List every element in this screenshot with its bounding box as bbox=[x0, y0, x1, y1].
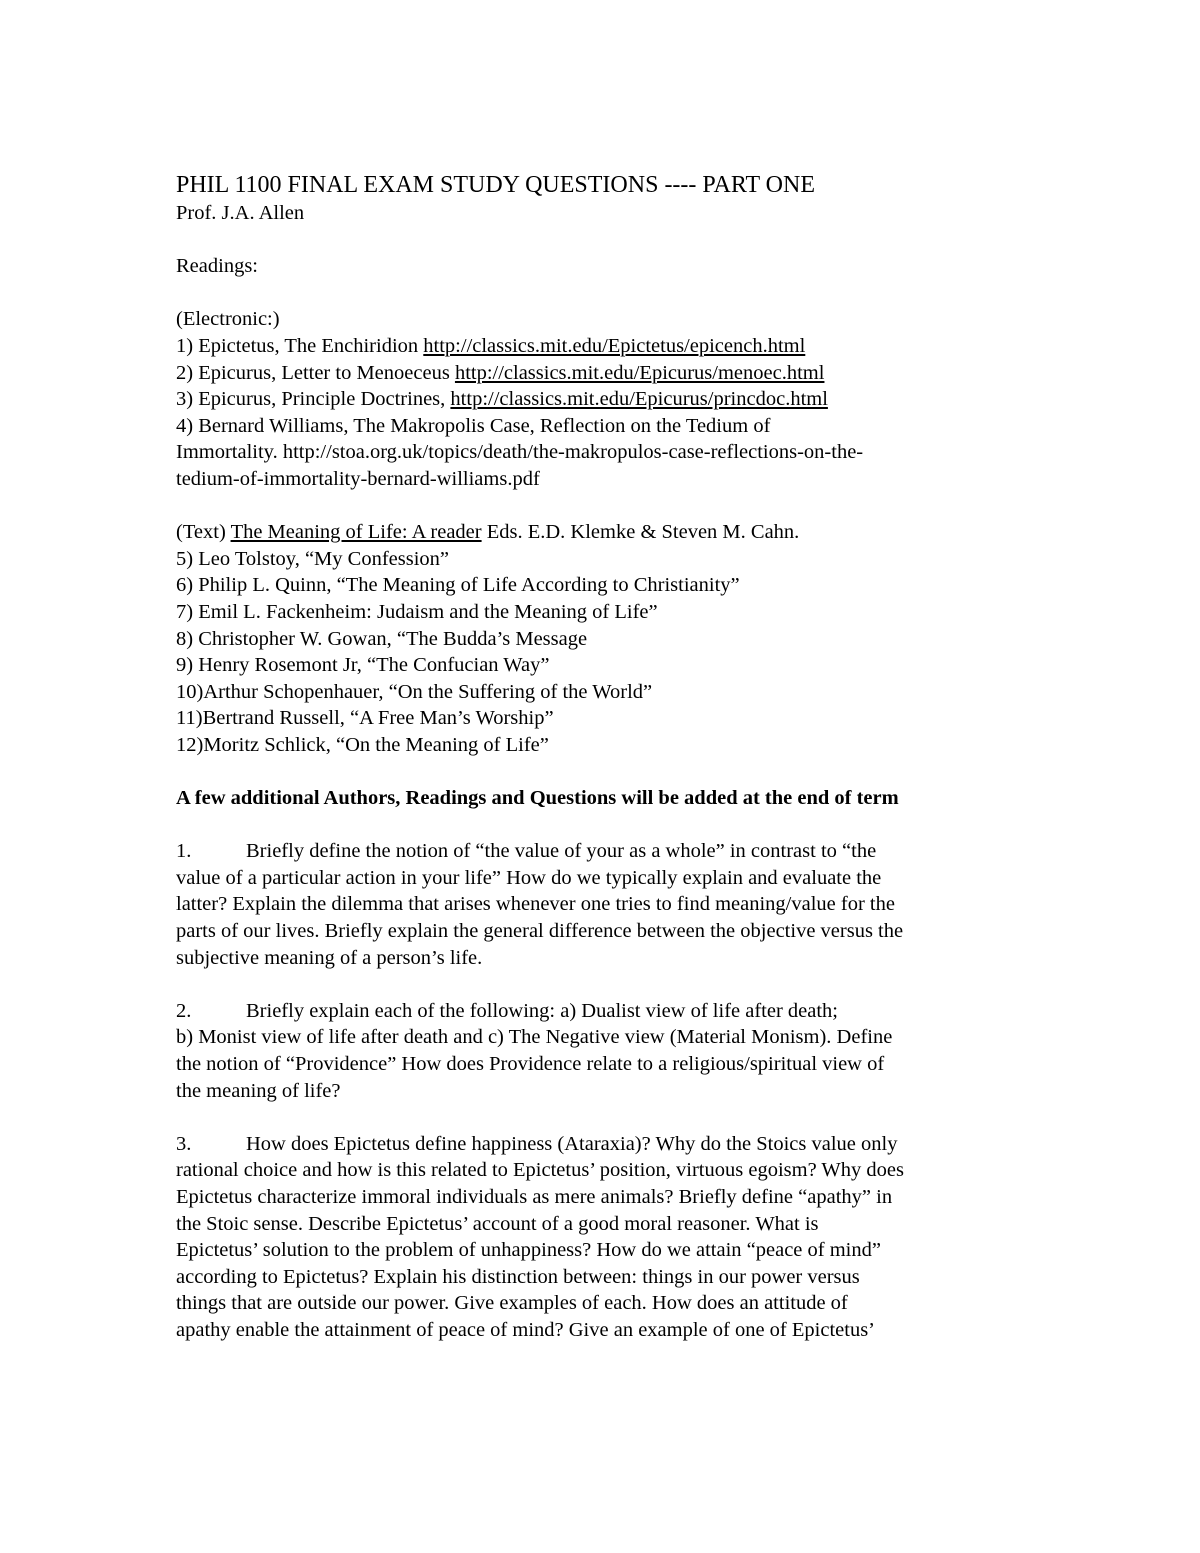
text-reading-item: 11)Bertrand Russell, “A Free Man’s Worship” bbox=[176, 707, 554, 730]
readings-heading: Readings: bbox=[176, 255, 258, 278]
reading-text: Epictetus, The Enchiridion bbox=[198, 334, 424, 357]
question-1 bbox=[176, 838, 1036, 971]
reading-item-1 bbox=[176, 333, 1036, 360]
text-reading-item: 10)Arthur Schopenhauer, “On the Suffering of the World” bbox=[176, 680, 653, 703]
question-line: latter? Explain the dilemma that arises whenever one tries to find meaning/value for the bbox=[176, 893, 895, 916]
reading-num: 2) bbox=[176, 361, 194, 384]
reading-link[interactable]: http://classics.mit.edu/Epicurus/menoec.html bbox=[454, 361, 825, 384]
reading-item-4-line-3: tedium-of-immortality-bernard-williams.pdf bbox=[176, 467, 540, 490]
reading-text: Epicurus, Principle Doctrines, bbox=[198, 388, 451, 411]
question-line: Briefly explain each of the following: a) Dualist view of life after death; bbox=[246, 999, 839, 1022]
text-title: The Meaning of Life: A reader bbox=[230, 521, 482, 544]
reading-item-4-line-2: Immortality. http://stoa.org.uk/topics/death/the-makropulos-case-reflections-on-the- bbox=[176, 441, 864, 464]
additional-readings-note: A few additional Authors, Readings and Questions will be added at the end of term bbox=[176, 787, 899, 810]
author-line: Prof. J.A. Allen bbox=[176, 202, 305, 224]
question-line: the Stoic sense. Describe Epictetus’ account of a good moral reasoner. What is bbox=[176, 1212, 819, 1235]
text-reading-item: 7) Emil L. Fackenheim: Judaism and the Meaning of Life” bbox=[176, 600, 658, 623]
question-line: apathy enable the attainment of peace of mind? Give an example of one of Epictetus’ bbox=[176, 1318, 875, 1341]
reading-item-3 bbox=[176, 386, 1036, 413]
question-2 bbox=[176, 998, 1036, 1104]
question-line: according to Epictetus? Explain his distinction between: things in our power versus bbox=[176, 1265, 860, 1288]
text-reading-item: 8) Christopher W. Gowan, “The Budda’s Message bbox=[176, 627, 588, 650]
question-line: rational choice and how is this related to Epictetus’ position, virtuous egoism? Why does bbox=[176, 1159, 904, 1182]
question-line: subjective meaning of a person’s life. bbox=[176, 946, 483, 969]
reading-item-4-line-1: 4) Bernard Williams, The Makropolis Case, Reflection on the Tedium of bbox=[176, 414, 771, 437]
question-line: value of a particular action in your life” How do we typically explain and evaluate the bbox=[176, 866, 882, 889]
question-number: 1. bbox=[176, 840, 192, 863]
question-line: Epictetus characterize immoral individuals as mere animals? Briefly define “apathy” in bbox=[176, 1185, 893, 1208]
question-line: b) Monist view of life after death and c) The Negative view (Material Monism). Define bbox=[176, 1026, 893, 1049]
reading-num: 3) bbox=[176, 388, 194, 411]
document-title: PHIL 1100 FINAL EXAM STUDY QUESTIONS ---- PART ONE bbox=[176, 172, 815, 198]
reading-item-2 bbox=[176, 360, 1036, 387]
question-number: 3. bbox=[176, 1132, 192, 1155]
question-line: things that are outside our power. Give examples of each. How does an attitude of bbox=[176, 1292, 848, 1315]
text-label: (Text) bbox=[176, 521, 226, 544]
text-reading-item: 5) Leo Tolstoy, “My Confession” bbox=[176, 547, 450, 570]
text-reading-header bbox=[176, 519, 1036, 546]
text-eds: Eds. E.D. Klemke & Steven M. Cahn. bbox=[486, 521, 800, 544]
question-line: the meaning of life? bbox=[176, 1079, 341, 1102]
text-reading-item: 6) Philip L. Quinn, “The Meaning of Life According to Christianity” bbox=[176, 574, 740, 597]
question-3 bbox=[176, 1131, 1036, 1344]
text-reading-item: 9) Henry Rosemont Jr, “The Confucian Way” bbox=[176, 654, 550, 677]
reading-text: Epicurus, Letter to Menoeceus bbox=[198, 361, 455, 384]
question-number: 2. bbox=[176, 999, 192, 1022]
question-line: Epictetus’ solution to the problem of unhappiness? How do we attain “peace of mind” bbox=[176, 1239, 881, 1262]
question-line: parts of our lives. Briefly explain the general difference between the objective versus the bbox=[176, 920, 904, 943]
document-content bbox=[176, 170, 1036, 1344]
reading-link[interactable]: http://classics.mit.edu/Epicurus/princdoc.html bbox=[450, 388, 828, 411]
electronic-label: (Electronic:) bbox=[176, 308, 280, 331]
question-line: Briefly define the notion of “the value of your as a whole” in contrast to “the bbox=[246, 840, 877, 863]
question-line: the notion of “Providence” How does Providence relate to a religious/spiritual view of bbox=[176, 1053, 885, 1075]
question-line: How does Epictetus define happiness (Ataraxia)? Why do the Stoics value only bbox=[246, 1132, 898, 1155]
reading-num: 1) bbox=[176, 334, 194, 357]
reading-link[interactable]: http://classics.mit.edu/Epictetus/epicench.html bbox=[423, 334, 806, 357]
text-reading-item: 12)Moritz Schlick, “On the Meaning of Life” bbox=[176, 733, 549, 756]
